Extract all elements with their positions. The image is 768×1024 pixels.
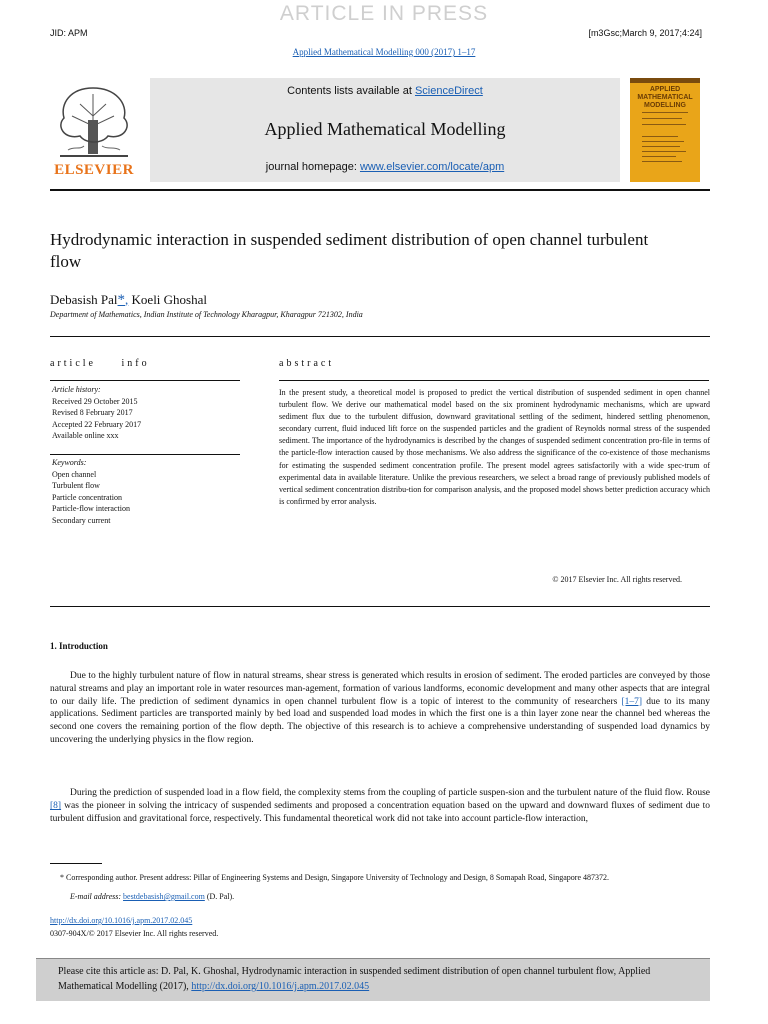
corresponding-author-footnote: * Corresponding author. Present address: Pillar of Engineering Systems and Design, Singapore University of Technology and Design, 8 Somapah Road, Singapore 487372. bbox=[60, 873, 609, 882]
abstract-end-divider bbox=[50, 606, 710, 607]
journal-cover-image bbox=[630, 78, 700, 182]
affiliation: Department of Mathematics, Indian Institute of Technology Kharagpur, Kharagpur 721302, India bbox=[50, 310, 363, 319]
cover-title: APPLIED MATHEMATICAL MODELLING bbox=[637, 86, 693, 109]
author-pal: Debasish Pal bbox=[50, 292, 118, 307]
footnote-divider bbox=[50, 863, 102, 864]
elsevier-logo bbox=[50, 80, 138, 178]
author-separator: , bbox=[125, 292, 129, 307]
abstract-body: In the present study, a theoretical model is proposed to predict the vertical distribution of suspended sediment in open channel turbulent flow. We derive our mathematical model based on the six prominent hydrodynamic mechanisms, which are upward sediment flux due to the turbulent diffusion, downward gravitational settling of the sediment, hindered settling phenomenon, secondary current, fluid induced lift force on the suspended particles and the gradient of Reynolds normal stress of the suspended sediment. The importance of the hydrodynamics is described by the changes of suspended sediment concentration pro-file in terms of the particle-flow interaction caused by those mechanisms. We also address the significance of the co-existence of those mechanisms for estimating the suspended sediment concentration profile. The present model agrees satisfactorily with a wide spec-trum of experimental data in available literature. Unlike the previous researchers, we select a broad range of previously published models of vertical sediment concentration distribu-tion for comparison analysis, and the proposed model shows better prediction accuracy which is confirmed by error analysis. bbox=[279, 388, 710, 506]
elsevier-wordmark: ELSEVIER bbox=[54, 162, 134, 178]
homepage-line: journal homepage: www.elsevier.com/locate/apm bbox=[265, 161, 505, 173]
doi-line bbox=[50, 916, 192, 925]
keyword-item: Turbulent flow bbox=[52, 481, 100, 490]
history-online: Available online xxx bbox=[52, 431, 119, 440]
article-info-heading: article info bbox=[50, 358, 150, 369]
journal-header-box bbox=[150, 78, 620, 182]
keywords bbox=[52, 457, 130, 526]
journal-title: Applied Mathematical Modelling bbox=[264, 119, 506, 139]
reference-link[interactable]: [8] bbox=[50, 800, 62, 811]
journal-homepage-link[interactable]: www.elsevier.com/locate/apm bbox=[359, 161, 505, 173]
title-divider bbox=[50, 336, 710, 337]
keywords-label: Keywords: bbox=[52, 458, 87, 467]
processing-stamp: [m3Gsc;March 9, 2017;4:24] bbox=[588, 28, 702, 38]
issn-line: 0307-904X/© 2017 Elsevier Inc. All rights reserved. bbox=[50, 929, 219, 938]
history-received: Received 29 October 2015 bbox=[52, 396, 138, 406]
keywords-divider bbox=[50, 454, 240, 455]
contents-line: Contents lists available at ScienceDirect bbox=[287, 85, 483, 97]
cite-doi-link[interactable]: http://dx.doi.org/10.1016/j.apm.2017.02.045 bbox=[191, 981, 370, 992]
elsevier-tree-icon bbox=[50, 80, 138, 160]
corresponding-author-mark[interactable]: * bbox=[117, 292, 126, 308]
keyword-item: Particle-flow interaction bbox=[52, 504, 130, 513]
abstract-copyright: © 2017 Elsevier Inc. All rights reserved. bbox=[552, 575, 682, 584]
reference-link[interactable]: [1–7] bbox=[621, 696, 643, 707]
article-in-press-banner: ARTICLE IN PRESS bbox=[279, 2, 489, 25]
keyword-item: Open channel bbox=[52, 469, 97, 479]
sciencedirect-link[interactable]: ScienceDirect bbox=[414, 85, 483, 97]
journal-citation-link[interactable]: Applied Mathematical Modelling 000 (2017) 1–17 bbox=[292, 47, 476, 57]
keyword-item: Secondary current bbox=[52, 515, 111, 525]
abstract-divider bbox=[279, 380, 709, 381]
keyword-item: Particle concentration bbox=[52, 492, 122, 502]
journal-id: JID: APM bbox=[50, 28, 88, 38]
cite-text: Please cite this article as: D. Pal, K. Ghoshal, Hydrodynamic interaction in suspended sediment distribution of open channel turbulent flow, Applied Mathematical Modelling (2017), http://dx.doi.org/10.1016/j.apm.2017.02.045 bbox=[58, 966, 651, 992]
history-revised: Revised 8 February 2017 bbox=[52, 408, 133, 417]
author-ghoshal: Koeli Ghoshal bbox=[128, 292, 207, 307]
intro-paragraph-1: Due to the highly turbulent nature of flow in natural streams, shear stress is generated which results in erosion of sediment. The eroded particles are conveyed by those natural streams and play an important role in water resources man-agement, formation of various landforms, economic development and many other aspects that are integral to our daily life. The prediction of sediment dynamics in open channel turbulent flow is a topic of interest to the community of researchers [1–7] due to its many applications. Sediment particles are transported mainly by bed load and suspended load modes in which the first one is a thin layer zone near the channel bed whereas the second one covers the remaining portion of the flow depth. The objective of this research is to achieve a comprehensive understanding of suspended load dynamics by uncovering the underlying physics in the flow region. bbox=[50, 671, 710, 745]
cite-this-article-box bbox=[36, 958, 710, 1001]
info-divider bbox=[50, 380, 240, 381]
intro-paragraph-2: During the prediction of suspended load in a flow field, the complexity stems from the coupling of particle suspen-sion and the turbulent nature of the fluid flow. Rouse [8] was the pioneer in solving the intricacy of suspended sediments and proposed a concentration equation based on the upward and downward fluxes of sediment due to turbulent diffusion and gravitational force, respectively. This fundamental theoretical work did not take into account particle-flow interaction, bbox=[50, 788, 710, 824]
email-footnote: E-mail address: bestdebasish@gmail.com (D. Pal). bbox=[70, 892, 235, 901]
history-accepted: Accepted 22 February 2017 bbox=[52, 419, 142, 429]
author-list bbox=[50, 292, 207, 309]
header-divider bbox=[50, 189, 710, 191]
abstract-heading: abstract bbox=[279, 358, 335, 369]
section-heading-introduction: 1. Introduction bbox=[50, 641, 108, 651]
journal-citation-line[interactable] bbox=[0, 47, 768, 57]
history-label: Article history: bbox=[52, 385, 101, 394]
article-title: Hydrodynamic interaction in suspended sediment distribution of open channel turbulent flow bbox=[50, 230, 649, 271]
doi-link[interactable]: http://dx.doi.org/10.1016/j.apm.2017.02.045 bbox=[50, 916, 193, 925]
author-email-link[interactable]: bestdebasish@gmail.com bbox=[123, 892, 205, 901]
article-history bbox=[52, 384, 141, 442]
